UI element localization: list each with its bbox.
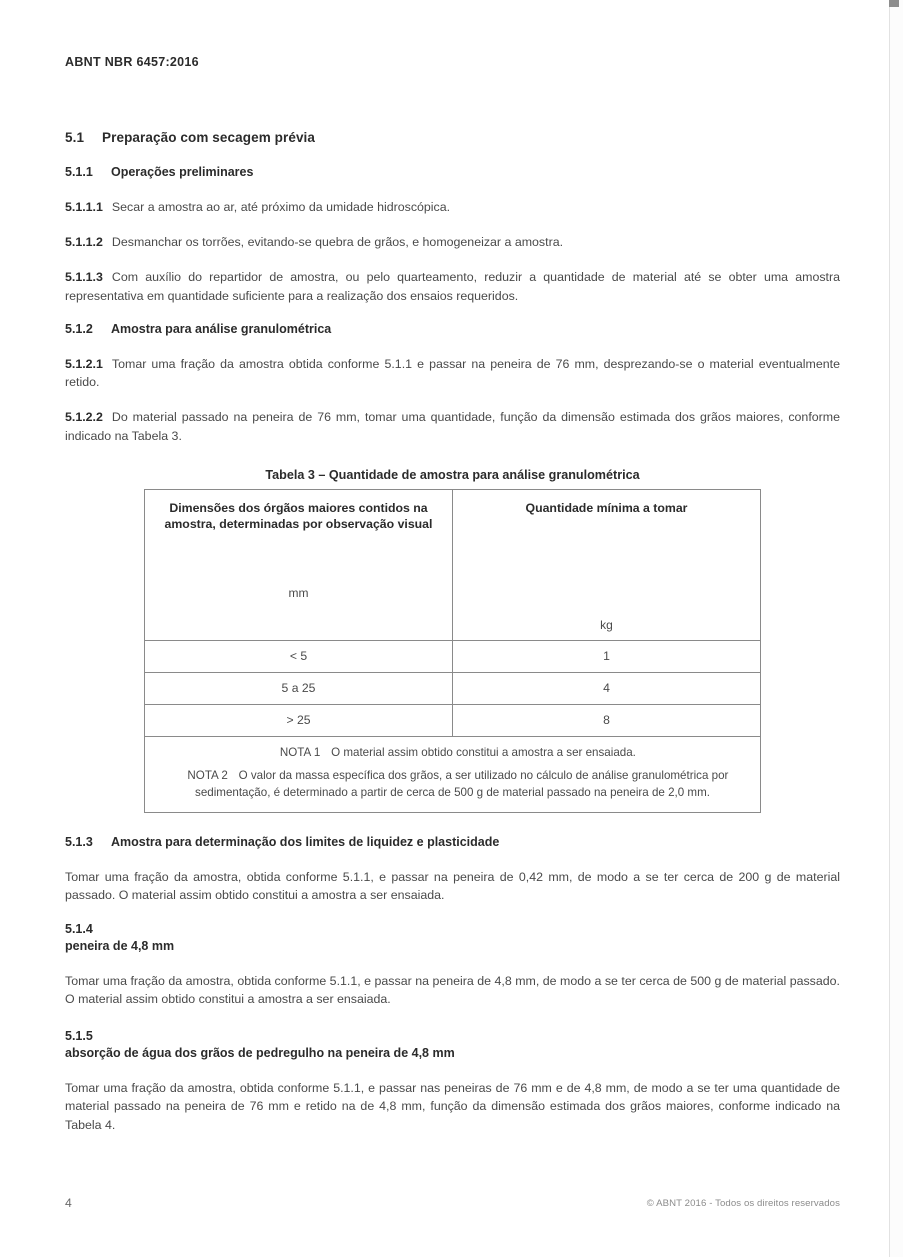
table-3-notes: [145, 736, 761, 812]
heading-5-1-1-title: Operações preliminares: [111, 165, 254, 179]
footer-page-number: 4: [65, 1196, 72, 1210]
table-3: [144, 489, 761, 813]
paragraph-5-1-2-2-number: 5.1.2.2: [65, 410, 103, 425]
heading-5-1-4-title: peneira de 4,8 mm: [65, 938, 175, 953]
table-3-note-2-label: NOTA 2: [187, 769, 228, 783]
heading-5-1: [65, 130, 840, 145]
table-3-body: [145, 640, 761, 812]
heading-5-1-title: Preparação com secagem prévia: [102, 130, 316, 145]
paragraph-5-1-1-3: [65, 268, 840, 304]
heading-5-1-3: [65, 835, 840, 849]
paragraph-5-1-2-2-text: Do material passado na peneira de 76 mm, tomar uma quantidade, função da dimensão estimada dos grãos maiores, conforme indicado na Tabela 3.: [65, 410, 840, 443]
paragraph-5-1-1-1-number: 5.1.1.1: [65, 200, 103, 214]
heading-5-1-5-title: absorção de água dos grãos de pedregulho na peneira de 4,8 mm: [65, 1046, 455, 1061]
document-footer: [65, 1196, 840, 1212]
paragraph-5-1-1-2-text: Desmanchar os torrões, evitando-se quebra de grãos, e homogeneizar a amostra.: [111, 235, 564, 250]
table-3-header-dimension: [145, 489, 453, 640]
table-row: [145, 640, 761, 672]
table-3-cell-dimension-2: 5 a 25: [145, 672, 453, 704]
table-3-header-row: [145, 489, 761, 640]
table-3-cell-dimension-1: < 5: [145, 640, 453, 672]
heading-5-1-3-number: 5.1.3: [65, 835, 93, 850]
heading-5-1-4-number: 5.1.4: [65, 921, 93, 936]
paragraph-5-1-1-1-text: Secar a amostra ao ar, até próximo da umidade hidroscópica.: [111, 200, 451, 214]
heading-5-1-2: [65, 322, 840, 336]
table-3-note-1: [157, 745, 748, 761]
table-3-caption: Tabela 3 – Quantidade de amostra para análise granulométrica: [265, 467, 640, 482]
paragraph-5-1-4-text: Tomar uma fração da amostra, obtida conforme 5.1.1, e passar na peneira de 4,8 mm, de modo a se ter cerca de 500 g de material passado. O material assim obtido constitui a amostra a ser ensaiada.: [65, 973, 840, 1006]
table-3-note-2-text: O valor da massa específica dos grãos, a ser utilizado no cálculo de análise granulométrica por sedimentação, é determinado a partir de cerca de 500 g de material passado na peneira de 2,0 mm.: [195, 769, 729, 799]
table-3-header-dimension-unit: mm: [288, 585, 309, 600]
table-3-cell-quantity-2: 4: [453, 672, 761, 704]
table-3-cell-dimension-3: > 25: [145, 704, 453, 736]
page-sheet: [65, 0, 840, 1257]
table-3-header-quantity: [453, 489, 761, 640]
table-3-note-2: [157, 768, 748, 801]
paragraph-5-1-2-1: [65, 355, 840, 391]
page-edge-marker: [889, 0, 899, 7]
table-3-figure: [65, 468, 840, 813]
table-3-note-1-text: O material assim obtido constitui a amostra a ser ensaiada.: [331, 745, 636, 759]
table-3-cell-quantity-1: 1: [453, 640, 761, 672]
heading-5-1-number: 5.1: [65, 130, 85, 145]
paragraph-5-1-1-2: [65, 233, 840, 251]
paragraph-5-1-5-text: Tomar uma fração da amostra, obtida conforme 5.1.1, e passar nas peneiras de 76 mm e de 4,8 mm, de modo a se ter uma quantidade de material passado na peneira de 76 mm e retido na de 4,8 mm, função da dimensão estimada dos grãos maiores, conforme indicado na Tabela 4.: [65, 1081, 840, 1132]
paragraph-5-1-2-2: [65, 408, 840, 444]
table-3-header-quantity-label: Quantidade mínima a tomar: [525, 500, 688, 515]
page-content: [65, 130, 840, 1151]
heading-5-1-3-title: Amostra para determinação dos limites de liquidez e plasticidade: [111, 835, 500, 850]
table-3-note-1-label: NOTA 1: [279, 745, 321, 759]
paragraph-5-1-1-1: [65, 198, 840, 216]
paragraph-5-1-2-1-text: Tomar uma fração da amostra obtida conforme 5.1.1 e passar na peneira de 76 mm, desprezando-se o material eventualmente retido.: [65, 356, 840, 390]
paragraph-5-1-2-1-number: 5.1.2.1: [65, 356, 103, 371]
heading-5-1-5-number: 5.1.5: [65, 1029, 93, 1044]
table-row: [145, 704, 761, 736]
heading-5-1-2-title: Amostra para análise granulométrica: [111, 321, 332, 336]
table-3-header-dimension-label: Dimensões dos órgãos maiores contidos na amostra, determinadas por observação visual: [164, 500, 433, 532]
document-header: ABNT NBR 6457:2016: [65, 55, 199, 69]
table-3-cell-quantity-3: 8: [453, 704, 761, 736]
heading-5-1-1: [65, 165, 840, 179]
paragraph-5-1-1-3-text: Com auxílio do repartidor de amostra, ou pelo quarteamento, reduzir a quantidade de material até se obter uma amostra representativa em quantidade suficiente para a realização dos ensaios requeridos.: [65, 270, 840, 303]
paragraph-5-1-1-3-number: 5.1.1.3: [65, 270, 103, 285]
table-3-header-quantity-unit: kg: [600, 617, 613, 632]
heading-5-1-1-number: 5.1.1: [65, 165, 93, 179]
paragraph-5-1-1-2-number: 5.1.1.2: [65, 235, 103, 250]
footer-copyright: © ABNT 2016 - Todos os direitos reservados: [646, 1198, 840, 1209]
paragraph-5-1-3-text: Tomar uma fração da amostra, obtida conforme 5.1.1, e passar na peneira de 0,42 mm, de modo a se ter cerca de 200 g de material passado. O material assim obtido constitui a amostra a ser ensaiada.: [65, 870, 840, 903]
table-3-head: [145, 489, 761, 640]
heading-5-1-2-number: 5.1.2: [65, 321, 93, 336]
page-edge-strip: [889, 0, 903, 1257]
table-row: [145, 672, 761, 704]
table-3-notes-row: [145, 736, 761, 812]
